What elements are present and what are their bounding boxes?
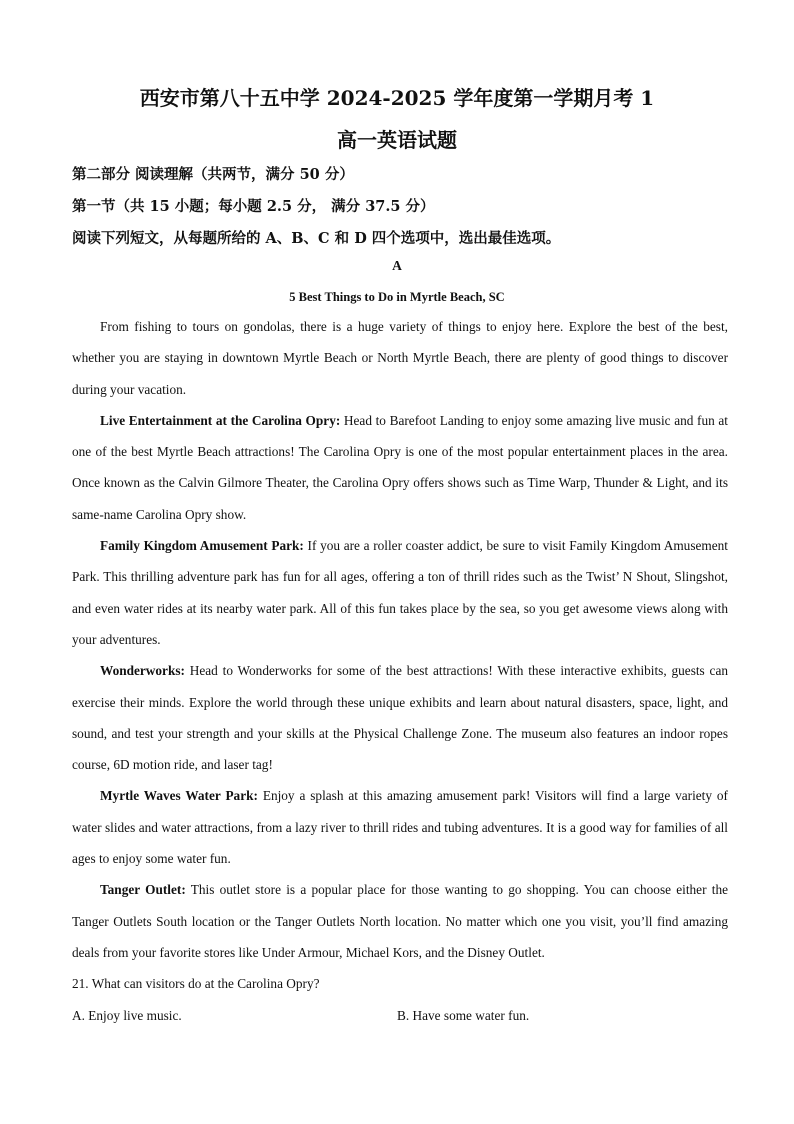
passage-title: 5 Best Things to Do in Myrtle Beach, SC [289, 290, 505, 304]
item-text: Head to Barefoot Landing to enjoy some amazing live music and fun at one of the best Myrtle Beach attractions! The Carolina Opry is one of the most popular entertainment places in the area. Once known as the Calvin Gilmore Theater, the Carolina Opry offers shows such as Time Warp, Thunder & Light, and its same-name Carolina Opry show. [72, 412, 728, 522]
passage-item [72, 874, 728, 968]
passage-item [72, 530, 728, 655]
part-heading: 第二部分 阅读理解（共两节，满分 50 分） [72, 166, 354, 183]
passage-body [72, 311, 728, 968]
item-heading: Myrtle Waves Water Park: [100, 788, 258, 804]
passage-intro: From fishing to tours on gondolas, there is a huge variety of things to enjoy here. Explore the best of the best, whether you are staying in downtown Myrtle Beach or North Myrtle Beach, there are plenty of good things to discover during your vacation. [72, 319, 728, 397]
item-text: If you are a roller coaster addict, be sure to visit Family Kingdom Amusement Park. This thrilling adventure park has fun for all ages, offering a ton of thrill rides such as the Twist’ N Shout, Slingshot, and even water rides at its nearby water park. All of this fun takes place by the sea, so you get awesome views along with your adventures. [72, 538, 728, 647]
item-text: This outlet store is a popular place for those wanting to go shopping. You can choose either the Tanger Outlets South location or the Tanger Outlets North location. No matter which one you visit, you’ll find amazing deals from your favorite stores like Under Armour, Michael Kors, and the Disney Outlet. [72, 882, 728, 960]
section-heading: 第一节（共 15 小题；每小题 2.5 分， 满分 37.5 分） [72, 198, 435, 215]
passage-item [72, 405, 728, 530]
item-heading: Wonderworks: [100, 663, 185, 679]
passage-item [72, 655, 728, 780]
item-text: Enjoy a splash at this amazing amusement park! Visitors will find a large variety of water slides and water attractions, from a lazy river to thrill rides and tubing adventures. It is a good way for families of all ages to enjoy some water fun. [72, 788, 728, 867]
item-heading: Live Entertainment at the Carolina Opry: [100, 412, 341, 428]
passage-label: A [392, 258, 402, 273]
item-heading: Tanger Outlet: [100, 882, 186, 898]
passage-item [72, 780, 728, 874]
item-text: Head to Wonderworks for some of the best attractions! With these interactive exhibits, guests can exercise their minds. Explore the world through these unique exhibits and learn about natural disasters, space, light, and sound, and test your strength and your skills at the Physical Challenge Zone. The museum also features an indoor ropes course, 6D motion ride, and laser tag! [72, 663, 728, 773]
item-heading: Family Kingdom Amusement Park: [100, 538, 304, 554]
exam-subtitle: 高一英语试题 [337, 128, 457, 152]
direction-text: 阅读下列短文，从每题所给的 A、B、C 和 D 四个选项中，选出最佳选项。 [72, 230, 561, 247]
question-stem: 21. What can visitors do at the Carolina Opry? [72, 976, 320, 991]
exam-title: 西安市第八十五中学 2024-2025 学年度第一学期月考 1 [139, 86, 655, 110]
option-b: B. Have some water fun. [397, 1008, 530, 1023]
option-a: A. Enjoy live music. [72, 1008, 182, 1023]
